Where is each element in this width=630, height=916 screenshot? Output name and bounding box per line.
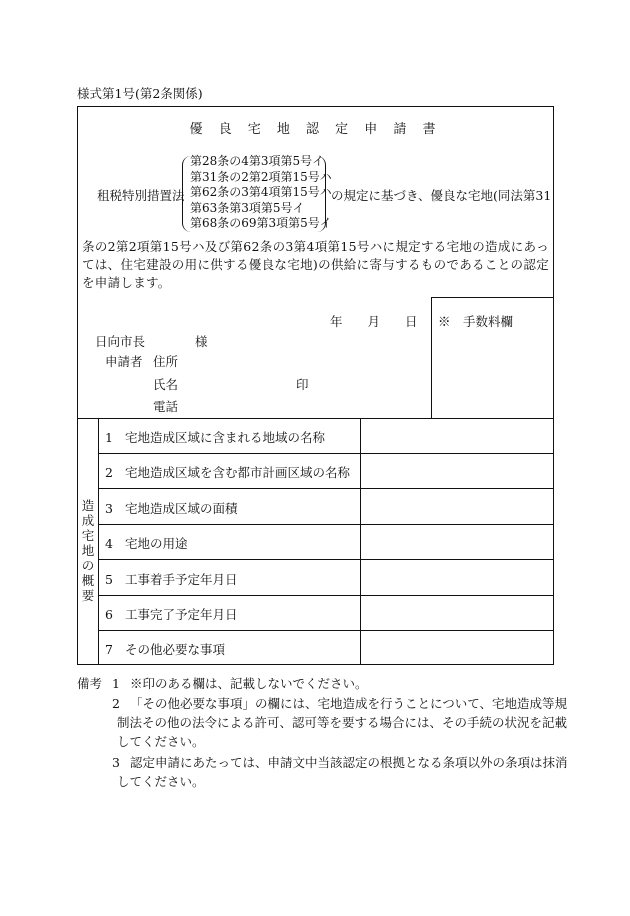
note-line: 認定申請にあたっては、申請文中当該認定の根拠となる条項以外の条項は抹消 xyxy=(130,755,568,770)
row-number: 3 xyxy=(105,501,113,516)
date-day-label: 日 xyxy=(405,314,418,329)
fee-box-divider xyxy=(431,297,432,418)
note-number: 2 xyxy=(112,696,120,711)
fee-box-top-border xyxy=(431,297,554,298)
applicant-label: 申請者 xyxy=(105,354,143,369)
article-item: 第31条の2第2項第15号ハ xyxy=(190,169,332,184)
application-date xyxy=(330,312,418,330)
summary-row xyxy=(105,499,238,517)
summary-row xyxy=(105,428,325,446)
summary-row xyxy=(105,463,350,481)
law-label: 租税特別措置法 xyxy=(97,188,185,203)
summary-row xyxy=(105,605,238,623)
row-number: 4 xyxy=(105,536,113,551)
seal-label: 印 xyxy=(296,377,309,392)
address-label: 住所 xyxy=(153,354,179,369)
form-number: 様式第1号(第2条関係) xyxy=(77,86,203,101)
addressee: 日向市長 様 xyxy=(95,334,208,349)
summary-section-label: 造成宅地の概要 xyxy=(81,498,95,603)
article-list xyxy=(190,154,332,232)
fee-field-label: ※ 手数料欄 xyxy=(438,314,514,329)
note-line: してください。 xyxy=(117,774,205,789)
row-label: その他必要な事項 xyxy=(125,642,226,657)
row-label: 宅地の用途 xyxy=(125,536,188,551)
summary-row-divider xyxy=(98,559,554,560)
article-item: 第63条第3項第5号イ xyxy=(190,200,305,215)
note-line: 制法その他の法令による許可、認可等を要する場合には、その手続の状況を記載 xyxy=(117,715,568,730)
row-number: 2 xyxy=(105,465,113,480)
summary-row-divider xyxy=(98,630,554,631)
summary-label-divider xyxy=(98,418,99,665)
note-line: 「その他必要な事項」の欄には、宅地造成を行うことについて、宅地造成等規 xyxy=(130,696,568,711)
summary-row xyxy=(105,534,188,552)
summary-row xyxy=(105,640,225,658)
summary-value-divider xyxy=(360,418,361,665)
row-number: 5 xyxy=(105,572,113,587)
row-number: 6 xyxy=(105,607,113,622)
notes-label: 備考 xyxy=(77,676,103,691)
phone-label: 電話 xyxy=(153,399,179,414)
row-label: 宅地造成区域の面積 xyxy=(125,501,238,516)
summary-row-divider xyxy=(98,453,554,454)
row-number: 1 xyxy=(105,430,113,445)
row-label: 工事着手予定年月日 xyxy=(125,572,238,587)
article-item: 第68条の69第3項第5号イ xyxy=(190,216,332,231)
summary-row xyxy=(105,570,238,588)
law-continuation: の規定に基づき、優良な宅地(同法第31 xyxy=(331,188,552,203)
article-item: 第62条の3第4項第15号ハ xyxy=(190,185,332,200)
name-label: 氏名 xyxy=(153,377,179,392)
date-year-label: 年 xyxy=(330,314,343,329)
summary-row-divider xyxy=(98,524,554,525)
row-label: 宅地造成区域を含む都市計画区域の名称 xyxy=(125,465,351,480)
note-line: ※印のある欄は、記載しないでください。 xyxy=(130,676,368,691)
application-body-text: 条の2第2項第15号ハ及び第62条の3第4項第15号ハに規定する宅地の造成にあっては、住宅建設の用に供する優良な宅地)の供給に寄与するものであることの認定を申請します。 xyxy=(82,239,549,290)
form-title: 優 良 宅 地 認 定 申 請 書 xyxy=(189,122,442,137)
article-item: 第28条の4第3項第5号イ xyxy=(190,154,325,168)
summary-row-divider xyxy=(98,595,554,596)
row-label: 工事完了予定年月日 xyxy=(125,607,238,622)
note-line: してください。 xyxy=(117,734,205,749)
row-label: 宅地造成区域に含まれる地域の名称 xyxy=(125,430,326,445)
note-number: 1 xyxy=(112,676,120,691)
date-month-label: 月 xyxy=(367,314,381,329)
row-number: 7 xyxy=(105,642,113,657)
summary-top-border xyxy=(77,418,554,419)
note-number: 3 xyxy=(112,755,120,770)
summary-row-divider xyxy=(98,488,554,489)
